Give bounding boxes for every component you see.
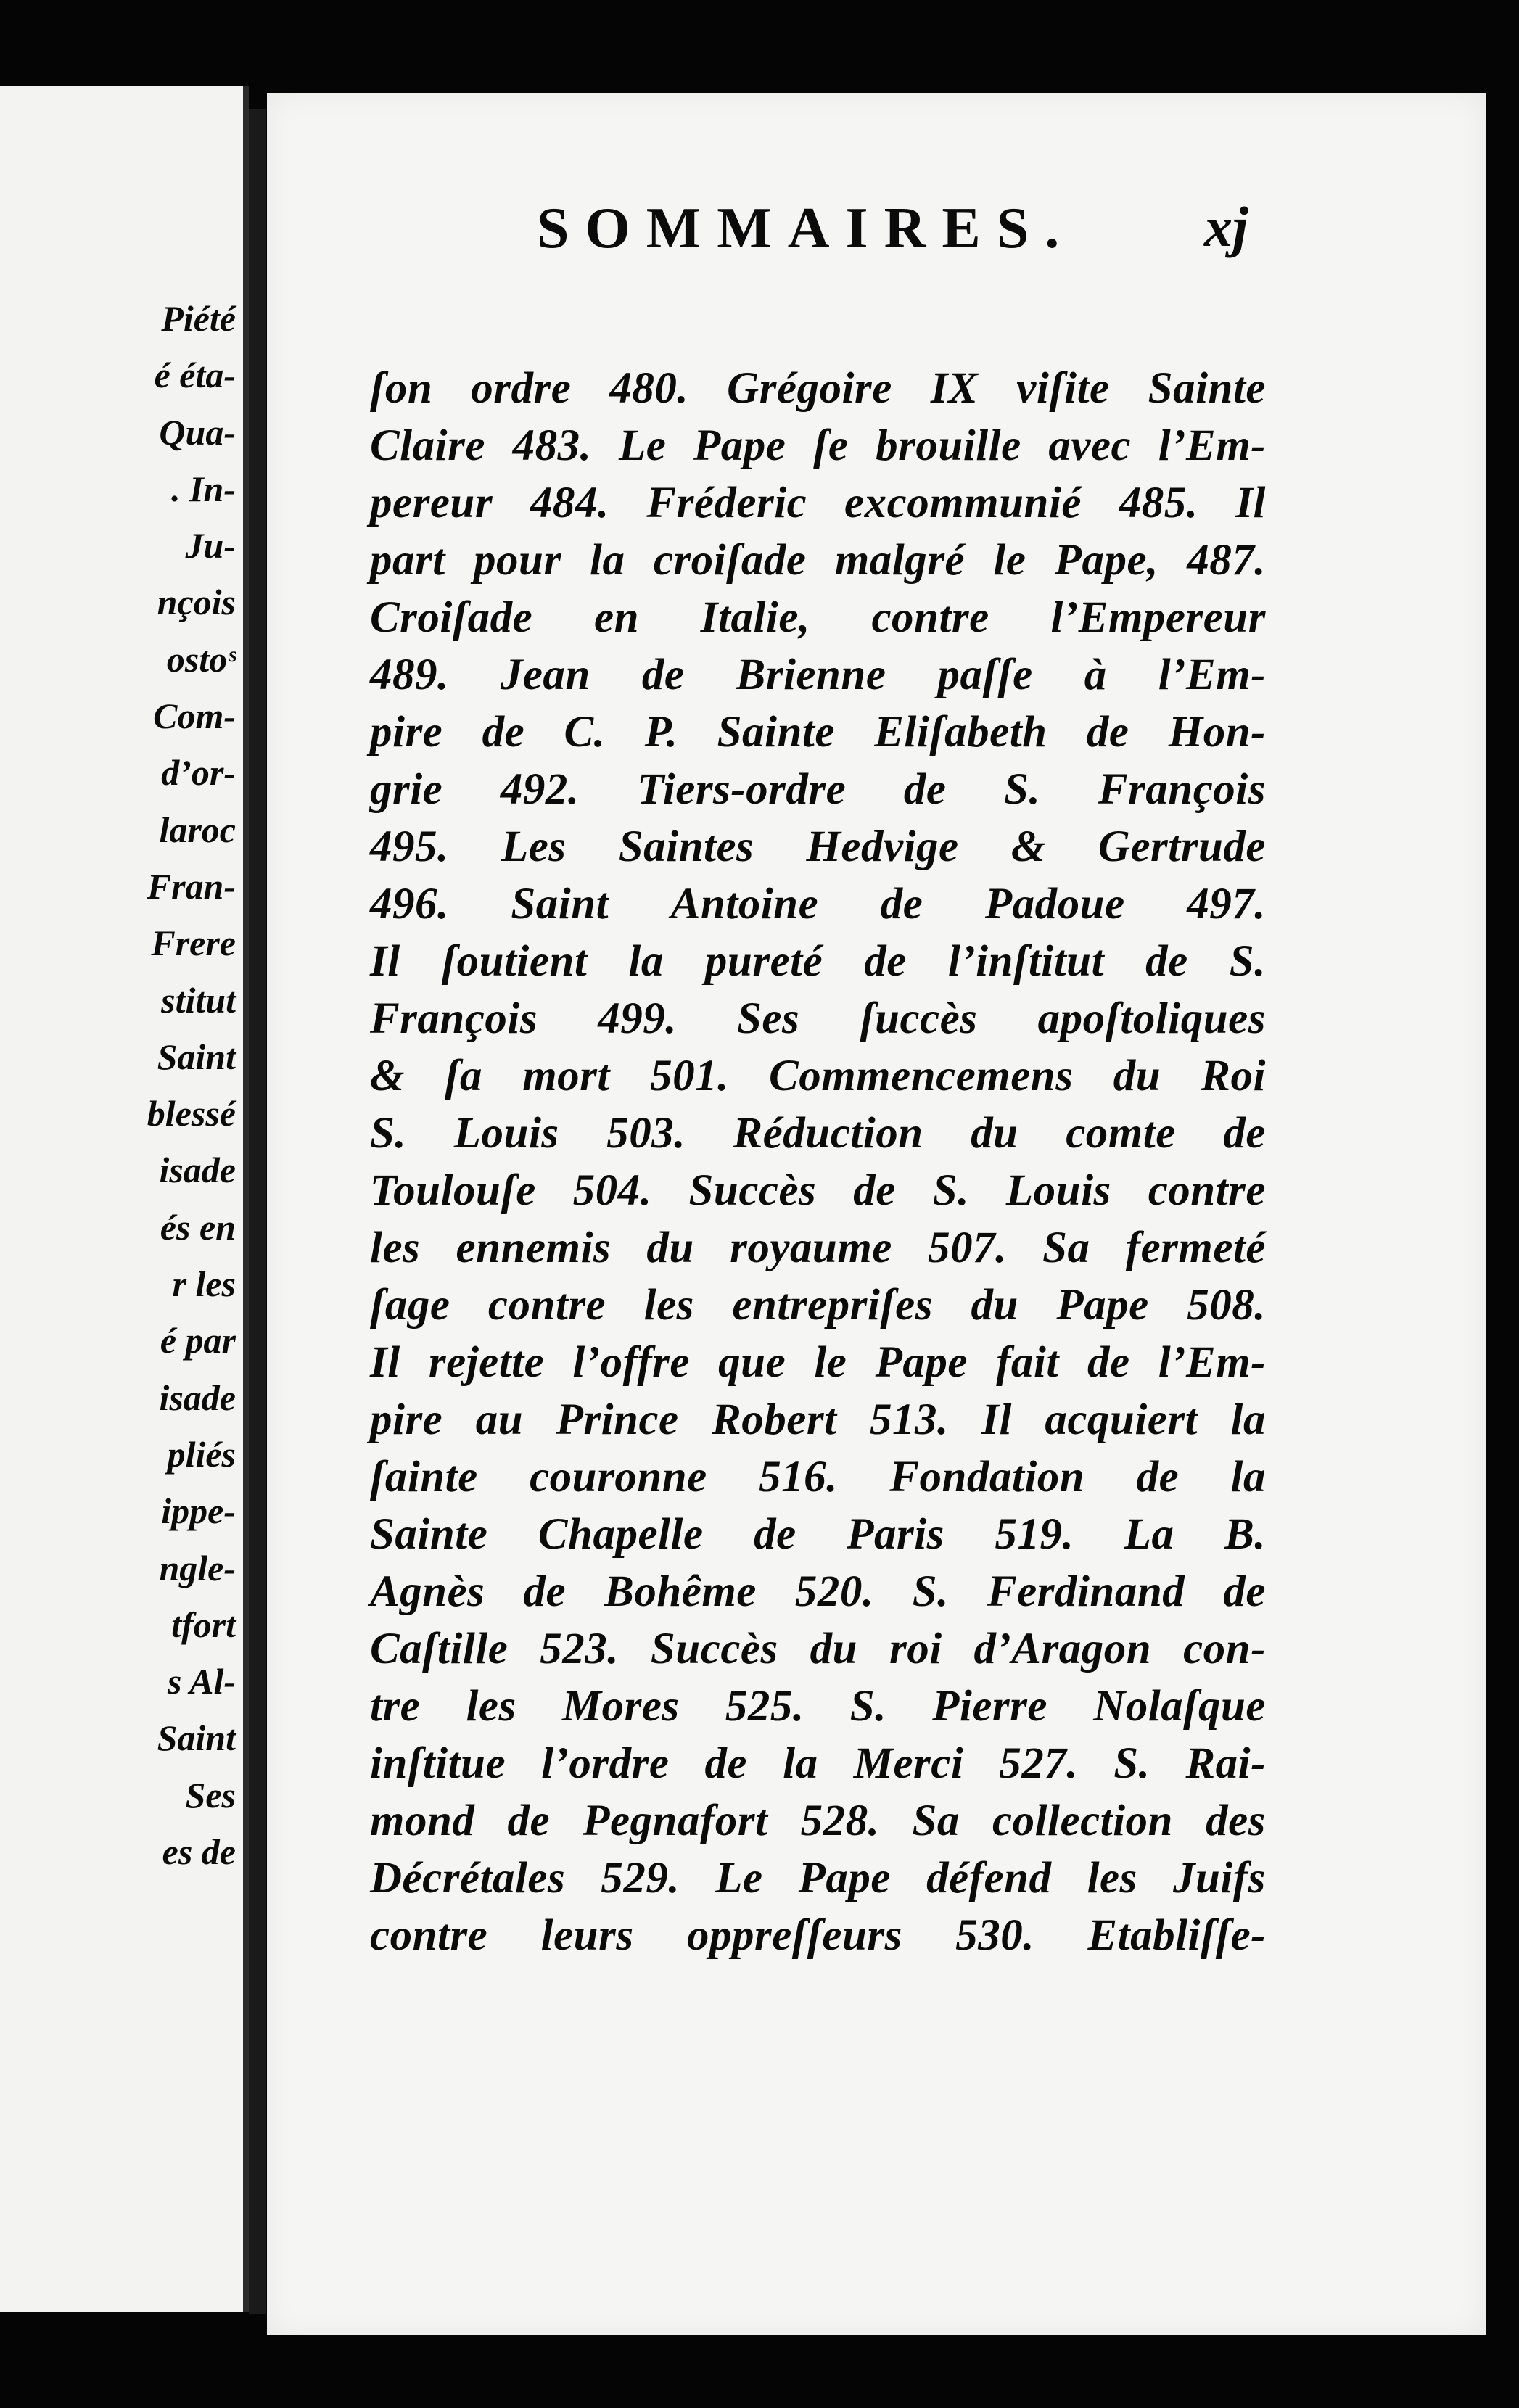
summary-text [370, 360, 1266, 1964]
word: 499. [598, 994, 677, 1043]
text-line [370, 1105, 1266, 1162]
word: Sainte [1148, 364, 1266, 413]
left-text-fragment: stitut [161, 979, 236, 1020]
word: 507. [928, 1224, 1007, 1272]
text-line [370, 1792, 1266, 1850]
word: de [903, 765, 947, 814]
word: Gertrude [1098, 822, 1266, 871]
word: Sa [1042, 1224, 1090, 1272]
word: Italie, [700, 593, 810, 642]
word: Prince [556, 1395, 679, 1444]
word: à [1084, 651, 1107, 699]
word: pire [370, 708, 443, 756]
word: la [1230, 1395, 1266, 1444]
word: contre [871, 593, 989, 642]
word: 487. [1187, 536, 1266, 585]
word: Commencemens [769, 1052, 1074, 1100]
word: ſe [813, 421, 849, 470]
word: P. [644, 708, 678, 756]
text-line [370, 1277, 1266, 1334]
word: B. [1224, 1510, 1266, 1559]
word: Hon- [1168, 708, 1266, 756]
word: l’Em- [1158, 1338, 1266, 1387]
left-text-fragment: r les [172, 1263, 236, 1305]
word: d’Aragon [973, 1625, 1152, 1673]
word: de [1086, 708, 1129, 756]
word: des [1206, 1797, 1266, 1845]
left-text-fragment: blessé [147, 1093, 236, 1134]
word: Toulouſe [370, 1166, 536, 1215]
word: 483. [512, 421, 592, 470]
word: S. [1229, 937, 1266, 986]
word: Ses [737, 994, 800, 1043]
word: les [466, 1682, 516, 1731]
word: la [1230, 1453, 1266, 1501]
word: l’Em- [1158, 421, 1266, 470]
text-line [370, 1391, 1266, 1448]
word: l’ordre [541, 1739, 670, 1788]
word: leurs [540, 1911, 634, 1960]
word: Pape, [1054, 536, 1158, 585]
word: Etabliſſe- [1087, 1911, 1266, 1960]
text-line [370, 532, 1266, 589]
word: tre [370, 1682, 421, 1731]
word: acquiert [1045, 1395, 1198, 1444]
text-line [370, 474, 1266, 532]
text-line [370, 1047, 1266, 1105]
word: Croiſade [370, 593, 533, 642]
word: ſuccès [860, 994, 978, 1043]
word: ſoutient [441, 937, 588, 986]
word: Pierre [932, 1682, 1047, 1731]
word: de [1087, 1338, 1130, 1387]
word: paſſe [937, 651, 1033, 699]
word: de [864, 937, 907, 986]
word: 495. [370, 822, 449, 871]
left-text-fragment: és en [160, 1206, 236, 1248]
word: apoſtoliques [1037, 994, 1266, 1043]
word: le [993, 536, 1026, 585]
left-text-fragment: Fran- [147, 865, 236, 907]
text-line [370, 1219, 1266, 1277]
left-text-fragment: es de [162, 1831, 236, 1873]
word: Saint [511, 880, 609, 928]
running-title: SOMMAIRES. [537, 197, 1076, 260]
word: 503. [606, 1109, 686, 1158]
word: Brienne [736, 651, 886, 699]
word: viſite [1016, 364, 1110, 413]
word: S. [370, 1109, 407, 1158]
word: Grégoire [727, 364, 892, 413]
word: contre [487, 1281, 606, 1329]
word: 530. [955, 1911, 1035, 1960]
word: Juifs [1172, 1854, 1266, 1902]
word: avec [1048, 421, 1132, 470]
left-text-fragment: é par [160, 1320, 236, 1361]
word: Fondation [889, 1453, 1085, 1501]
word: pour [474, 536, 561, 585]
word: Il [1235, 479, 1266, 527]
text-line [370, 360, 1266, 417]
word: rejette [428, 1338, 545, 1387]
word: Il [981, 1395, 1012, 1444]
word: Roi [1201, 1052, 1266, 1100]
word: Robert [712, 1395, 837, 1444]
word: 480. [609, 364, 689, 413]
word: S. [1004, 765, 1041, 814]
word: Pape [1056, 1281, 1149, 1329]
text-line [370, 1907, 1266, 1964]
word: C. [564, 708, 606, 756]
word: 516. [759, 1453, 838, 1501]
word: malgré [834, 536, 966, 585]
text-line [370, 1735, 1266, 1792]
word: pureté [704, 937, 823, 986]
word: S. [849, 1682, 886, 1731]
word: au [475, 1395, 524, 1444]
word: de [880, 880, 923, 928]
word: 489. [370, 651, 449, 699]
left-text-fragment: . In- [171, 468, 236, 509]
left-text-fragment: tfort [171, 1604, 236, 1645]
text-line [370, 1850, 1266, 1907]
word: entrepriſes [732, 1281, 933, 1329]
book-gutter [249, 109, 266, 2314]
word: la [590, 536, 625, 585]
left-text-fragment: laroc [159, 809, 236, 850]
left-text-fragment: Piété [161, 298, 236, 339]
word: ennemis [456, 1224, 612, 1272]
word: 508. [1187, 1281, 1266, 1329]
text-line [370, 990, 1266, 1047]
text-line [370, 589, 1266, 646]
word: Pape [798, 1854, 891, 1902]
text-line [370, 704, 1266, 761]
left-text-fragment: ippe- [161, 1490, 236, 1532]
word: S. [932, 1166, 969, 1215]
word: 485. [1119, 479, 1198, 527]
left-text-fragment: s Al- [168, 1661, 236, 1702]
word: collection [992, 1797, 1173, 1845]
word: du [810, 1625, 858, 1673]
word: Claire [370, 421, 485, 470]
word: Nolaſque [1093, 1682, 1266, 1731]
word: de [754, 1510, 796, 1559]
word: couronne [530, 1453, 707, 1501]
word: roi [889, 1625, 942, 1673]
left-text-fragment: d’or- [161, 752, 236, 793]
word: 520. [794, 1567, 874, 1616]
word: que [718, 1338, 786, 1387]
text-line [370, 1678, 1266, 1735]
word: l’offre [572, 1338, 690, 1387]
word: Louis [453, 1109, 559, 1158]
word: fermeté [1125, 1224, 1266, 1272]
word: de [641, 651, 685, 699]
word: croiſade [653, 536, 807, 585]
left-text-fragment: Frere [151, 923, 236, 964]
word: l’Empereur [1050, 593, 1266, 642]
word: de [1136, 1453, 1180, 1501]
word: Padoue [984, 880, 1125, 928]
word: le [814, 1338, 847, 1387]
word: du [1113, 1052, 1161, 1100]
word: de [523, 1567, 567, 1616]
word: Décrétales [370, 1854, 566, 1902]
word: 497. [1187, 880, 1266, 928]
word: Il [370, 937, 400, 986]
word: Mores [561, 1682, 680, 1731]
word: inſtitue [370, 1739, 506, 1788]
word: 528. [800, 1797, 880, 1845]
word: 527. [999, 1739, 1079, 1788]
word: 513. [870, 1395, 949, 1444]
left-text-fragment: isade [159, 1150, 236, 1191]
word: Merci [853, 1739, 964, 1788]
word: & [1010, 822, 1046, 871]
word: Bohême [604, 1567, 757, 1616]
word: Saintes [618, 822, 754, 871]
word: Paris [847, 1510, 944, 1559]
text-line [370, 1563, 1266, 1620]
word: Il [370, 1338, 400, 1387]
text-line [370, 1448, 1266, 1506]
word: la [628, 937, 664, 986]
word: grie [370, 765, 443, 814]
word: & [370, 1052, 405, 1100]
word: Sa [912, 1797, 960, 1845]
word: fait [996, 1338, 1059, 1387]
word: pire [370, 1395, 443, 1444]
left-text-fragment: Saint [157, 1718, 236, 1759]
text-line [370, 646, 1266, 704]
word: Les [501, 822, 567, 871]
word: Pape [875, 1338, 968, 1387]
word: Fréderic [646, 479, 807, 527]
word: Pegnafort [583, 1797, 768, 1845]
word: oppreſſeurs [686, 1911, 902, 1960]
word: 492. [500, 765, 580, 814]
word: du [971, 1109, 1018, 1158]
left-text-fragment: pliés [167, 1433, 236, 1475]
left-text-fragment: Com- [153, 696, 236, 737]
left-text-fragment: é éta- [154, 355, 236, 396]
left-text-fragment: Ju- [185, 525, 236, 566]
word: 504. [572, 1166, 652, 1215]
word: Succès [688, 1166, 817, 1215]
word: Chapelle [538, 1510, 704, 1559]
word: royaume [730, 1224, 892, 1272]
word: ordre [471, 364, 572, 413]
text-line [370, 1162, 1266, 1219]
text-line [370, 818, 1266, 875]
word: Succès [650, 1625, 778, 1673]
word: ſainte [370, 1453, 478, 1501]
word: Caſtille [370, 1625, 509, 1673]
text-line [370, 761, 1266, 818]
word: Jean [500, 651, 590, 699]
left-page [0, 86, 249, 2312]
word: Le [715, 1854, 763, 1902]
word: Rai- [1185, 1739, 1266, 1788]
text-line [370, 1334, 1266, 1391]
word: les [643, 1281, 694, 1329]
word: Pape [693, 421, 786, 470]
word: part [370, 536, 445, 585]
word: brouille [876, 421, 1021, 470]
text-line [370, 1620, 1266, 1678]
word: Sainte [717, 708, 835, 756]
text-line [370, 875, 1266, 933]
word: les [370, 1224, 421, 1272]
word: François [1098, 765, 1266, 814]
text-line [370, 417, 1266, 474]
word: excommunié [844, 479, 1082, 527]
word: ſa [445, 1052, 482, 1100]
word: Tiers-ordre [637, 765, 847, 814]
word: défend [926, 1854, 1052, 1902]
word: les [1087, 1854, 1137, 1902]
word: en [594, 593, 640, 642]
word: 496. [370, 880, 449, 928]
word: IX [930, 364, 979, 413]
word: de [853, 1166, 896, 1215]
text-line [370, 1506, 1266, 1563]
word: La [1124, 1510, 1174, 1559]
word: la [783, 1739, 818, 1788]
word: 525. [725, 1682, 804, 1731]
word: 484. [530, 479, 609, 527]
word: Antoine [670, 880, 819, 928]
word: 501. [650, 1052, 729, 1100]
word: mond [370, 1797, 475, 1845]
word: du [971, 1281, 1018, 1329]
word: de [1223, 1109, 1266, 1158]
word: pereur [370, 479, 493, 527]
page-number: xj [1204, 195, 1248, 258]
word: François [370, 994, 538, 1043]
word: de [482, 708, 525, 756]
word: mort [522, 1052, 610, 1100]
word: Le [619, 421, 667, 470]
left-text-fragment: ostoˢ [166, 638, 236, 680]
word: 523. [540, 1625, 619, 1673]
left-text-fragment: Saint [157, 1036, 236, 1077]
word: Réduction [733, 1109, 923, 1158]
left-text-fragment: Ses [185, 1774, 236, 1815]
word: Eliſabeth [874, 708, 1047, 756]
word: Sainte [370, 1510, 488, 1559]
word: S. [912, 1567, 949, 1616]
word: l’inſtitut [947, 937, 1105, 986]
word: l’Em- [1158, 651, 1266, 699]
left-text-fragment: nçois [157, 582, 236, 623]
word: de [704, 1739, 748, 1788]
word: contre [370, 1911, 488, 1960]
word: contre [1148, 1166, 1266, 1215]
left-text-fragment: Qua- [159, 411, 236, 453]
word: ſon [370, 364, 433, 413]
word: Louis [1005, 1166, 1111, 1215]
word: con- [1183, 1625, 1266, 1673]
word: de [1145, 937, 1188, 986]
word: comte [1066, 1109, 1176, 1158]
left-text-fragment: isade [159, 1377, 236, 1418]
word: Ferdinand [987, 1567, 1185, 1616]
text-line [370, 933, 1266, 990]
word: Hedvige [806, 822, 959, 871]
word: Agnès [370, 1567, 485, 1616]
word: 529. [601, 1854, 680, 1902]
word: S. [1113, 1739, 1150, 1788]
word: 519. [995, 1510, 1074, 1559]
word: de [507, 1797, 551, 1845]
word: ſage [370, 1281, 450, 1329]
left-page-text-fragments [147, 290, 236, 1880]
word: du [646, 1224, 694, 1272]
word: de [1223, 1567, 1266, 1616]
left-text-fragment: ngle- [159, 1547, 236, 1588]
